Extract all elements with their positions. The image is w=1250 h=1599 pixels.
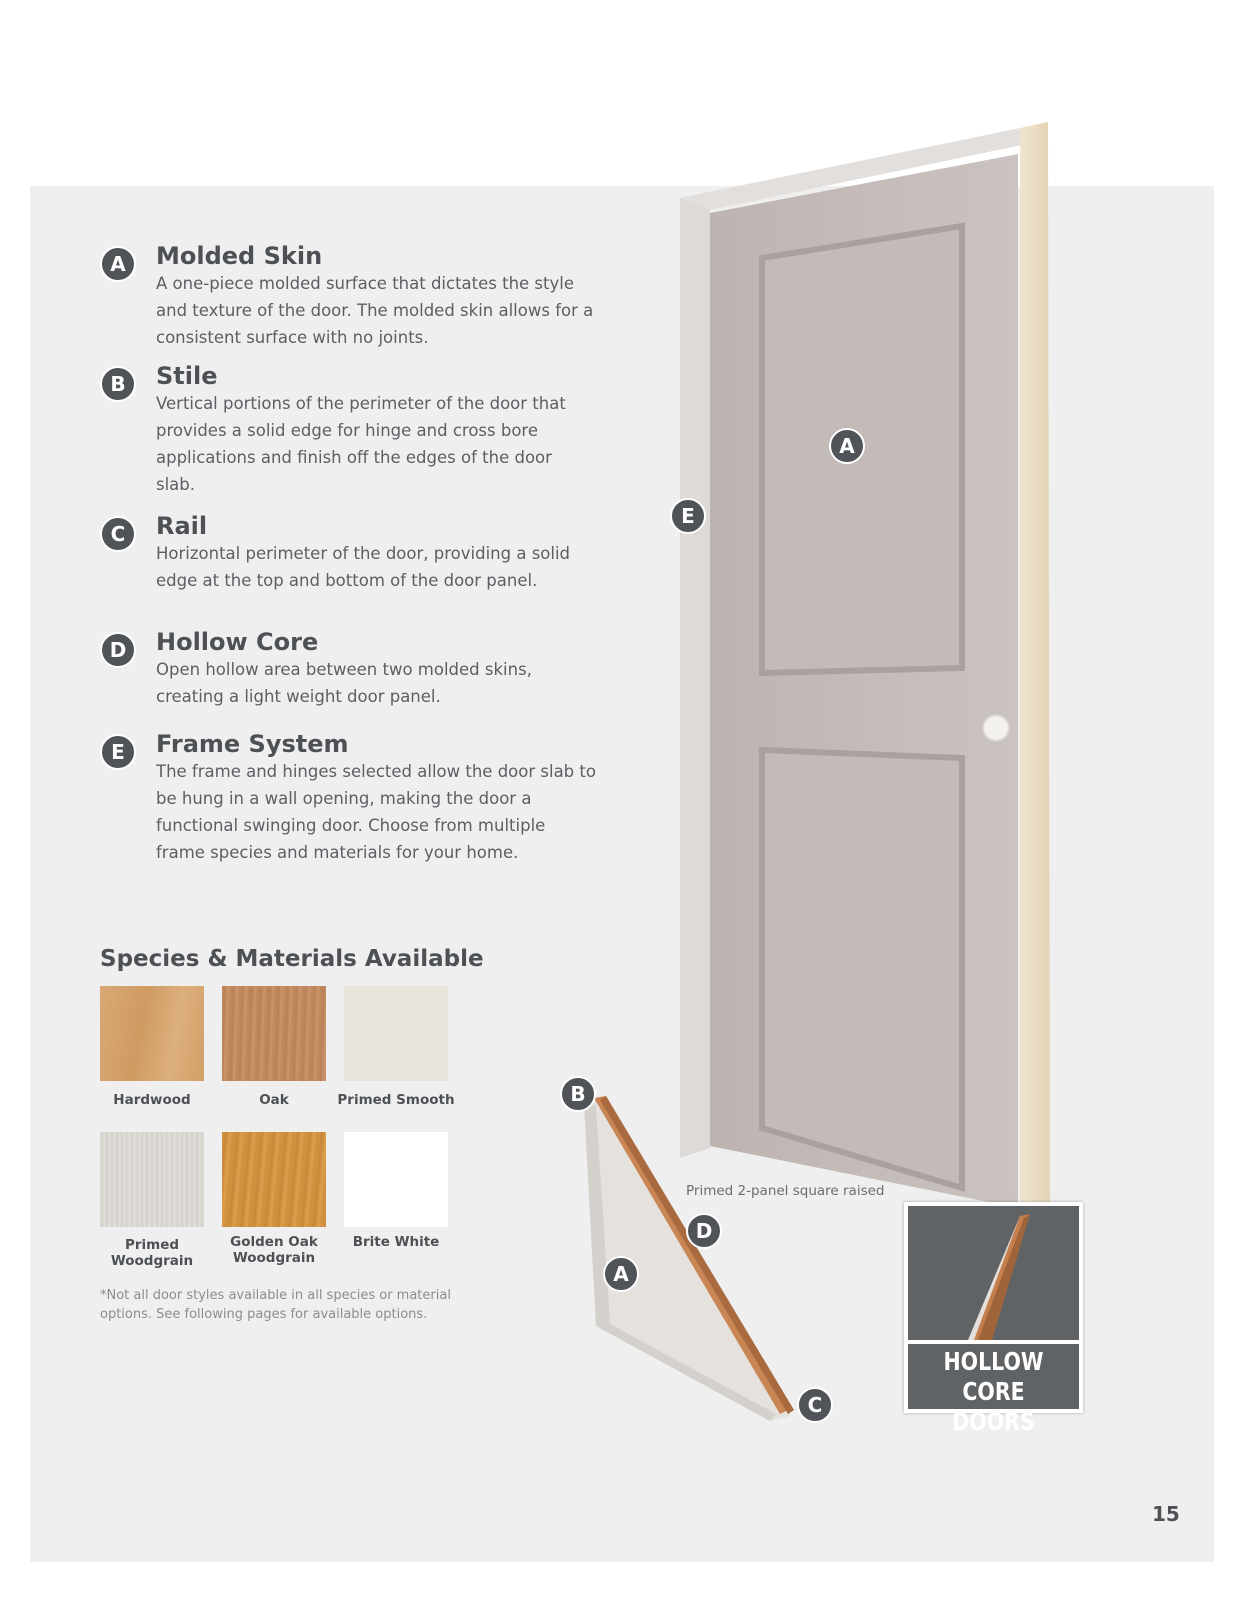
feature-badge-d: D: [100, 632, 136, 668]
swatch-primed-smooth: [344, 986, 448, 1081]
feature-title: Hollow Core: [156, 628, 319, 656]
hollow-core-badge: [904, 1202, 1083, 1436]
section-callout-d: D: [686, 1213, 722, 1249]
feature-description: Open hollow area between two molded skins, creating a light weight door panel.: [156, 660, 532, 706]
swatch-label: Primed Woodgrain: [110, 1237, 194, 1269]
swatch-primed-woodgrain: [100, 1132, 204, 1227]
swatch-hardwood: [100, 986, 204, 1081]
door-jamb-right: [1020, 122, 1050, 1208]
feature-badge-b: B: [100, 366, 136, 402]
feature-badge-a: A: [100, 246, 136, 282]
hollow-core-section-image: [908, 1206, 1079, 1340]
swatch-label: Primed Smooth: [337, 1092, 455, 1108]
section-callout-b: B: [560, 1076, 596, 1112]
hollow-core-image: [908, 1206, 1079, 1340]
door-casing-left: [680, 198, 710, 1158]
feature-description: Vertical portions of the perimeter of the door that provides a solid edge for hinge and cross bore applications and finish off the edges of the door slab.: [156, 394, 566, 494]
hollow-core-line2: DOORS: [952, 1407, 1035, 1436]
hollow-core-label: [908, 1344, 1079, 1436]
species-title: Species & Materials Available: [100, 946, 484, 972]
feature-description: A one-piece molded surface that dictates the style and texture of the door. The molded skin allows for a consistent surface with no joints.: [156, 274, 594, 347]
door-caption: Primed 2-panel square raised: [686, 1183, 885, 1199]
feature-description: The frame and hinges selected allow the door slab to be hung in a wall opening, making the door a functional swinging door. Choose from multiple frame species and materials for your home.: [156, 762, 596, 862]
feature-description: Horizontal perimeter of the door, providing a solid edge at the top and bottom of the door panel.: [156, 544, 571, 590]
feature-title: Frame System: [156, 730, 349, 758]
door-callout-a: A: [829, 428, 865, 464]
section-callout-a: A: [603, 1256, 639, 1292]
swatch-label: Oak: [259, 1092, 289, 1108]
door-illustration: [680, 118, 1080, 1208]
feature-title: Molded Skin: [156, 242, 323, 270]
door-knob: [983, 715, 1009, 741]
swatch-brite-white: [344, 1132, 448, 1227]
swatch-label: Golden Oak Woodgrain: [230, 1234, 318, 1266]
page-number: 15: [1152, 1502, 1180, 1526]
swatch-label: Hardwood: [113, 1092, 191, 1108]
hollow-core-line1: HOLLOW CORE: [943, 1347, 1044, 1406]
feature-badge-e: E: [100, 734, 136, 770]
availability-note: *Not all door styles available in all species or material options. See following pages for available options.: [100, 1288, 451, 1322]
section-callout-c: C: [797, 1387, 833, 1423]
feature-title: Stile: [156, 362, 218, 390]
feature-title: Rail: [156, 512, 208, 540]
door-callout-e: E: [670, 498, 706, 534]
swatch-golden-oak-woodgrain: [222, 1132, 326, 1227]
swatch-label: Brite White: [352, 1234, 440, 1250]
feature-badge-c: C: [100, 516, 136, 552]
swatch-oak: [222, 986, 326, 1081]
